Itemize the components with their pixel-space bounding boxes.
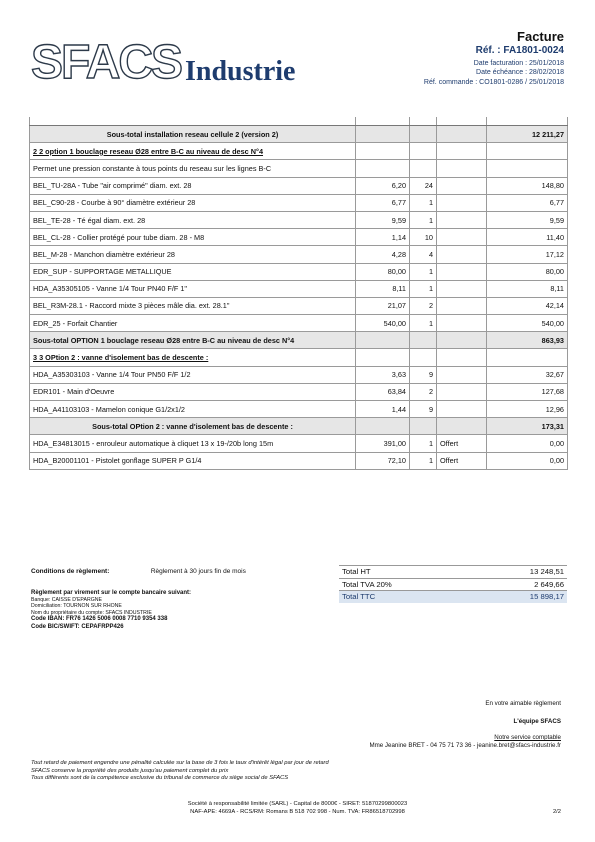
line-item-row [30, 229, 568, 246]
line-discount: Offert [437, 435, 487, 452]
total-ttc-label: Total TTC [339, 591, 471, 603]
conditions-value: Règlement à 30 jours fin de mois [150, 568, 246, 575]
subtotal-empty-cell [437, 418, 487, 435]
company-logo [31, 36, 321, 88]
subtotal-empty-cell [410, 418, 437, 435]
line-total: 8,11 [487, 280, 568, 297]
line-quantity: 9 [410, 401, 437, 418]
closing-block [369, 700, 561, 750]
line-description: HDA_A41103103 - Mamelon conique G1/2x1/2 [30, 401, 356, 418]
footer-line: NAF-APE: 4669A - RCS/RM: Romans B 518 702 998 - Num. TVA: FR86518702998 [190, 809, 405, 815]
empty-cell [356, 143, 410, 160]
line-discount [437, 211, 487, 228]
section-title-row [30, 143, 568, 160]
invoice-title: Facture [517, 29, 564, 44]
line-item-row [30, 263, 568, 280]
section-note: Permet une pression constante à tous points du reseau sur les lignes B-C [30, 160, 356, 177]
line-total: 42,14 [487, 297, 568, 314]
section-title: 3 3 OPtion 2 : vanne d'isolement bas de descente : [30, 349, 356, 366]
line-item-row [30, 194, 568, 211]
line-total: 9,59 [487, 211, 568, 228]
legal-note: Tout retard de paiement engendre une pénalité calculée sur la base de 3 fois le taux d'intérêt légal par jour de retard [31, 760, 329, 766]
line-item-row [30, 211, 568, 228]
svg-text:Industrie: Industrie [185, 56, 296, 87]
line-description: BEL_M-28 - Manchon diamètre extérieur 28 [30, 246, 356, 263]
subtotal-empty-cell [356, 126, 410, 143]
line-description: HDA_E34813015 - enrouleur automatique à cliquet 13 x 19-/20b long 15m [30, 435, 356, 452]
line-unit-price: 80,00 [356, 263, 410, 280]
empty-cell [410, 143, 437, 160]
subtotal-empty-cell [437, 126, 487, 143]
total-ht-label: Total HT [339, 566, 471, 579]
total-ttc-value: 15 898,17 [471, 591, 567, 603]
footer-line: Société à responsabilité limitée (SARL) - Capital de 8000€ - SIRET: 51870299800023 [187, 801, 408, 807]
empty-cell [437, 160, 487, 177]
line-item-row [30, 297, 568, 314]
company-footer [0, 800, 595, 816]
line-item-row [30, 280, 568, 297]
line-description: HDA_A35305105 - Vanne 1/4 Tour PN40 F/F 1" [30, 280, 356, 297]
line-discount [437, 297, 487, 314]
line-description: BEL_TE-28 - Té égal diam. ext. 28 [30, 211, 356, 228]
line-description: EDR101 - Main d'Oeuvre [30, 383, 356, 400]
payment-conditions [31, 568, 246, 631]
page-number: 2/2 [552, 809, 561, 815]
subtotal-empty-cell [437, 332, 487, 349]
line-total: 127,68 [487, 383, 568, 400]
total-tva-row [339, 578, 567, 591]
line-total: 0,00 [487, 435, 568, 452]
subtotal-empty-cell [356, 418, 410, 435]
line-discount [437, 177, 487, 194]
line-discount [437, 383, 487, 400]
line-total: 6,77 [487, 194, 568, 211]
subtotal-label: Sous-total installation reseau cellule 2 (version 2) [30, 126, 356, 143]
empty-cell [410, 349, 437, 366]
line-description: BEL_CL-28 - Collier protégé pour tube diam. 28 - M8 [30, 229, 356, 246]
subtotal-row [30, 126, 568, 143]
bank-domiciliation: Domiciliation: TOURNON SUR RHONE [31, 603, 122, 610]
line-unit-price: 6,77 [356, 194, 410, 211]
line-discount: Offert [437, 452, 487, 469]
total-ht-value: 13 248,51 [471, 566, 567, 579]
line-unit-price: 6,20 [356, 177, 410, 194]
invoice-lines-table [29, 117, 568, 470]
line-total: 12,96 [487, 401, 568, 418]
line-total: 540,00 [487, 315, 568, 332]
empty-cell [437, 349, 487, 366]
empty-cell [410, 160, 437, 177]
line-total: 80,00 [487, 263, 568, 280]
line-discount [437, 194, 487, 211]
invoice-date: Date facturation : 25/01/2018 [473, 60, 564, 67]
line-total: 0,00 [487, 452, 568, 469]
line-discount [437, 246, 487, 263]
total-ttc-row [339, 591, 567, 603]
iban: Code IBAN: FR76 1426 5006 0008 7710 9354 338 [31, 616, 168, 623]
invoice-header [424, 29, 564, 87]
line-unit-price: 540,00 [356, 315, 410, 332]
line-description: BEL_C90-28 - Courbe à 90° diamètre extérieur 28 [30, 194, 356, 211]
line-unit-price: 9,59 [356, 211, 410, 228]
line-quantity: 1 [410, 211, 437, 228]
bank-name: Banque: CAISSE D'EPARGNE [31, 597, 102, 603]
line-unit-price: 63,84 [356, 383, 410, 400]
line-item-row [30, 315, 568, 332]
conditions-label: Conditions de règlement: [31, 568, 110, 575]
line-total: 32,67 [487, 366, 568, 383]
subtotal-empty-cell [356, 332, 410, 349]
line-unit-price: 4,28 [356, 246, 410, 263]
subtotal-value: 12 211,27 [487, 126, 568, 143]
line-item-row [30, 401, 568, 418]
line-unit-price: 1,14 [356, 229, 410, 246]
line-item-row [30, 246, 568, 263]
line-description: HDA_A35303103 - Vanne 1/4 Tour PN50 F/F 1/2 [30, 366, 356, 383]
subtotal-empty-cell [410, 332, 437, 349]
line-total: 17,12 [487, 246, 568, 263]
line-unit-price: 8,11 [356, 280, 410, 297]
bank-heading: Règlement par virement sur le compte bancaire suivant: [31, 590, 192, 596]
line-quantity: 24 [410, 177, 437, 194]
closing-greeting: En votre aimable règlement [485, 700, 561, 707]
line-description: BEL_TU-28A - Tube "air comprimé" diam. ext. 28 [30, 177, 356, 194]
line-quantity: 1 [410, 315, 437, 332]
subtotal-label: Sous-total OPTION 1 bouclage reseau Ø28 entre B-C au niveau de desc N°4 [30, 332, 356, 349]
empty-cell [487, 160, 568, 177]
subtotal-label: Sous-total OPtion 2 : vanne d'isolement bas de descente : [30, 418, 356, 435]
total-tva-label: Total TVA 20% [339, 578, 471, 591]
totals-table [339, 565, 567, 603]
empty-cell [356, 349, 410, 366]
bic: Code BIC/SWIFT: CEPAFRPP426 [31, 623, 124, 630]
section-title: 2 2 option 1 bouclage reseau Ø28 entre B-C au niveau de desc N°4 [30, 143, 356, 160]
empty-cell [487, 349, 568, 366]
line-discount [437, 263, 487, 280]
line-unit-price: 72,10 [356, 452, 410, 469]
line-quantity: 4 [410, 246, 437, 263]
line-description: EDR_25 - Forfait Chantier [30, 315, 356, 332]
line-description: BEL_R3M-28.1 - Raccord mixte 3 pièces mâle dia. ext. 28.1" [30, 297, 356, 314]
line-discount [437, 401, 487, 418]
line-unit-price: 391,00 [356, 435, 410, 452]
line-unit-price: 3,63 [356, 366, 410, 383]
svg-text:SFACS: SFACS [31, 36, 182, 88]
table-top-row [30, 117, 568, 126]
subtotal-empty-cell [410, 126, 437, 143]
closing-team: L'équipe SFACS [513, 718, 561, 725]
line-quantity: 1 [410, 280, 437, 297]
line-item-row [30, 435, 568, 452]
line-item-row [30, 366, 568, 383]
due-date: Date échéance : 28/02/2018 [476, 69, 564, 77]
line-description: HDA_B20001101 - Pistolet gonflage SUPER P G1/4 [30, 452, 356, 469]
accounting-contact: Mme Jeanine BRET - 04 75 71 73 36 - jeanine.bret@sfacs-industrie.fr [369, 742, 561, 749]
legal-note: SFACS conserve la propriété des produits jusqu'au paiement complet du prix [31, 767, 229, 774]
accounting-service: Notre service comptable [494, 734, 561, 741]
line-quantity: 10 [410, 229, 437, 246]
line-quantity: 2 [410, 383, 437, 400]
line-quantity: 1 [410, 452, 437, 469]
empty-cell [437, 143, 487, 160]
total-ht-row [339, 566, 567, 579]
line-discount [437, 229, 487, 246]
line-unit-price: 1,44 [356, 401, 410, 418]
subtotal-row [30, 332, 568, 349]
subtotal-value: 173,31 [487, 418, 568, 435]
line-quantity: 9 [410, 366, 437, 383]
line-unit-price: 21,07 [356, 297, 410, 314]
line-discount [437, 315, 487, 332]
line-total: 11,40 [487, 229, 568, 246]
subtotal-value: 863,93 [487, 332, 568, 349]
empty-cell [356, 160, 410, 177]
line-discount [437, 280, 487, 297]
line-quantity: 1 [410, 194, 437, 211]
line-item-row [30, 452, 568, 469]
legal-notes [31, 760, 329, 783]
empty-cell [487, 143, 568, 160]
line-discount [437, 366, 487, 383]
line-total: 148,80 [487, 177, 568, 194]
total-tva-value: 2 649,66 [471, 578, 567, 591]
line-item-row [30, 383, 568, 400]
line-item-row [30, 177, 568, 194]
line-quantity: 1 [410, 263, 437, 280]
subtotal-row [30, 418, 568, 435]
line-description: EDR_SUP - SUPPORTAGE METALLIQUE [30, 263, 356, 280]
order-ref: Réf. commande : CO1801-0286 / 25/01/2018 [423, 78, 564, 86]
section-title-row [30, 349, 568, 366]
line-quantity: 1 [410, 435, 437, 452]
account-owner: Nom du propriétaire du compte: SFACS INDUSTRIE [31, 609, 152, 616]
invoice-ref: Réf. : FA1801-0024 [475, 45, 564, 56]
legal-note: Tous différents sont de la compétence exclusive du tribunal de commerce du siège social de SFACS [31, 775, 289, 781]
section-note-row [30, 160, 568, 177]
line-quantity: 2 [410, 297, 437, 314]
